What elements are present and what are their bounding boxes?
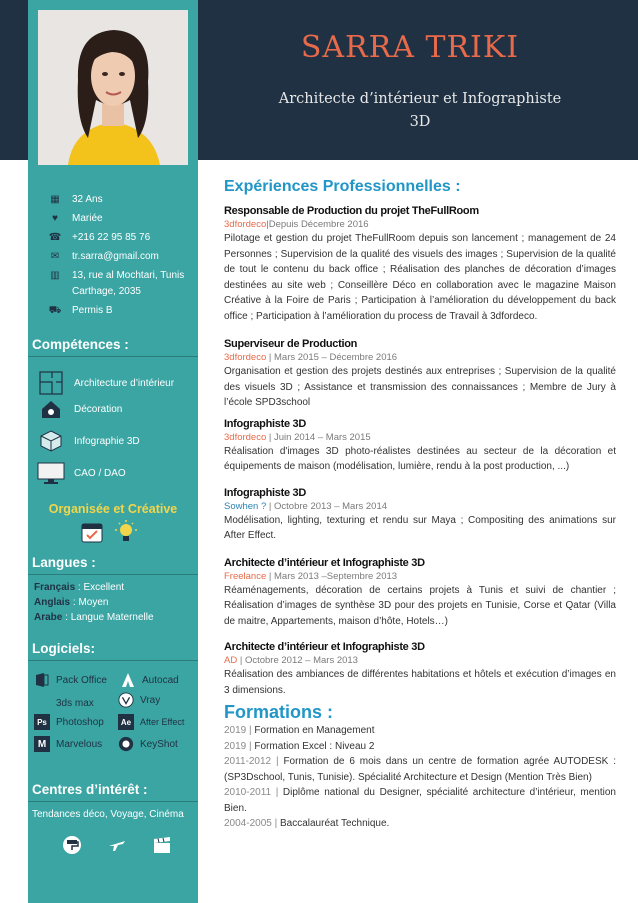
airplane-icon <box>107 835 127 860</box>
divider <box>28 660 198 661</box>
divider <box>28 801 198 802</box>
keyshot-icon <box>118 736 134 752</box>
divider <box>28 356 198 357</box>
photoshop-icon: Ps <box>34 714 50 730</box>
langues-heading: Langues : <box>32 555 96 570</box>
paint-roller-icon <box>62 835 82 860</box>
job-entry <box>224 205 616 324</box>
house-icon <box>36 396 66 422</box>
job-description: Modélisation, lighting, texturing et rendu sur Maya ; Compositing des animations sur After Effect. <box>224 514 616 541</box>
candidate-title <box>255 88 585 134</box>
language-row: Anglais : Moyen <box>34 597 109 608</box>
vray-icon <box>118 692 134 708</box>
personal-info <box>38 192 198 322</box>
job-entry <box>224 338 616 411</box>
job-title: Responsable de Production du projet TheFullRoom <box>224 205 479 217</box>
language-row: Français : Excellent <box>34 582 125 593</box>
competences-heading: Compétences : <box>32 337 129 352</box>
phone-icon: ☎ <box>48 232 62 243</box>
job-entry <box>224 487 616 544</box>
organisee-creative: Organisée et Créative <box>48 502 178 516</box>
job-description: Réalisation des ambiances de différentes habitations et hôtels et exécution d’images en 3 dimensions. <box>224 669 616 696</box>
lightbulb-icon <box>114 520 138 549</box>
mail-icon: ✉ <box>50 251 60 262</box>
office-icon <box>34 672 50 688</box>
software-item: KeyShot <box>118 736 178 752</box>
job-description: Réaménagements, décoration de certains projets à Tunis et suivi de chantier ; Réalisation d’images de synthèse 3D pour des projets en Tunisie, Corse et Qatar (Villa de maitre, Appartements, maison d’hôte, Hotels…) <box>224 584 616 627</box>
job-meta: 3dfordeco | Juin 2014 – Mars 2015 <box>224 431 371 443</box>
job-meta: AD | Octobre 2012 – Mars 2013 <box>224 655 358 666</box>
job-title: Architecte d’intérieur et Infographiste 3D <box>224 641 425 653</box>
floorplan-icon <box>36 370 66 396</box>
interests-text: Tendances déco, Voyage, Cinéma <box>32 809 184 820</box>
autocad-icon <box>120 672 136 688</box>
formation-item: 2019 | Formation en Management <box>224 725 375 736</box>
job-description: Réalisation d'images 3D photo-réalistes destinées au secteur de la décoration et équipements de maison (modélisation, lumière, rendu à la post production, ...) <box>224 445 616 472</box>
organised-icons <box>80 520 138 549</box>
main-content <box>224 178 616 832</box>
skill-item: CAO / DAO <box>36 460 196 486</box>
job-meta: Freelance | Mars 2013 –Septembre 2013 <box>224 570 398 582</box>
cube-icon <box>36 428 66 454</box>
job-entry <box>224 418 616 475</box>
software-item: Vray <box>118 692 160 708</box>
skill-item: Décoration <box>36 396 196 422</box>
job-description: Pilotage et gestion du projet TheFullRoom depuis son lancement ; management de 24 Personnes ; Supervision de la qualité des visuels des images ; Supervision de la qualité de tout le contenu du back office ; Réalisation des planches de décoration d’images destinées au site web ; Conseillère Déco en collaboration avec le magazine Maison Créative à la Foire de Paris ; Participation à l’amélioration du développement du back office ; Participation à l’amélioration du process de Travail à 3dfordeco. <box>224 233 616 322</box>
logiciels-heading: Logiciels: <box>32 641 96 656</box>
software-item: Ae After Effect <box>118 714 184 730</box>
software-item: 3ds max <box>34 695 94 711</box>
candidate-name: SARRA TRIKI <box>300 30 520 65</box>
software-item: Ps Photoshop <box>34 714 104 730</box>
formations-heading: Formations : <box>224 702 334 722</box>
3dsmax-icon <box>34 695 50 711</box>
job-title: Infographiste 3D <box>224 486 306 499</box>
title-line-2: 3D <box>409 114 431 130</box>
calendar-icon: ▦ <box>50 194 60 205</box>
job-meta: Sowhen ? | Octobre 2013 – Mars 2014 <box>224 500 388 512</box>
job-title: Architecte d’intérieur et Infographiste 3D <box>224 556 425 569</box>
clapperboard-icon <box>152 835 172 860</box>
job-meta: 3dfordeco | Mars 2015 – Décembre 2016 <box>224 352 398 363</box>
portrait-illustration <box>38 10 188 165</box>
marvelous-icon: M <box>34 736 50 752</box>
info-status: ♥ Mariée <box>38 211 198 227</box>
formation-item: 2011-2012 | Formation de 6 mois dans un centre de formation agrée AUTODESK : (SP3Dschool, Tunis, Tunisie). Spécialité Architecture et Design (Mention Très Bien) <box>224 756 616 783</box>
skill-item: Architecture d’intérieur <box>36 370 196 396</box>
job-description: Organisation et gestion des projets destinés aux entreprises ; Supervision de la qualité des visuels 3D ; Assistance et transmission des connaissances ; Membre de Jury à l’école SPD3school <box>224 366 616 408</box>
calendar-check-icon <box>80 520 104 549</box>
monitor-icon <box>36 460 66 486</box>
aftereffects-icon: Ae <box>118 714 134 730</box>
software-item: Pack Office <box>34 672 107 688</box>
job-title: Infographiste 3D <box>224 417 306 430</box>
interets-heading: Centres d’intérêt : <box>32 782 148 797</box>
profile-photo <box>38 10 188 165</box>
info-address: ▥ 13, rue al Mochtari, Tunis Carthage, 2035 <box>38 268 198 300</box>
heart-icon: ♥ <box>52 213 58 224</box>
formation-item: 2010-2011 | Diplôme national du Designer, spécialité architecture d’intérieur, mention Bien. <box>224 787 616 814</box>
experiences-heading: Expériences Professionnelles : <box>224 178 461 195</box>
car-icon: ⛟ <box>48 305 62 316</box>
language-row: Arabe : Langue Maternelle <box>34 612 154 623</box>
divider <box>28 574 198 575</box>
software-item: M Marvelous <box>34 736 102 752</box>
formation-item: 2004-2005 | Baccalauréat Technique. <box>224 818 390 829</box>
job-entry <box>224 557 616 630</box>
info-age: ▦ 32 Ans <box>38 192 198 208</box>
info-license: ⛟ Permis B <box>38 303 198 319</box>
title-line-1: Architecte d’intérieur et Infographiste <box>278 91 562 107</box>
job-entry <box>224 641 616 698</box>
interest-icons <box>62 835 172 860</box>
job-title: Superviseur de Production <box>224 338 358 350</box>
building-icon: ▥ <box>50 270 60 281</box>
formation-item: 2019 | Formation Excel : Niveau 2 <box>224 740 375 752</box>
info-email[interactable]: ✉ tr.sarra@gmail.com <box>38 249 198 265</box>
job-meta: 3dfordeco|Depuis Décembre 2016 <box>224 219 369 230</box>
info-phone: ☎ +216 22 95 85 76 <box>38 230 198 246</box>
software-item: Autocad <box>120 672 179 688</box>
skill-item: Infographie 3D <box>36 428 196 454</box>
